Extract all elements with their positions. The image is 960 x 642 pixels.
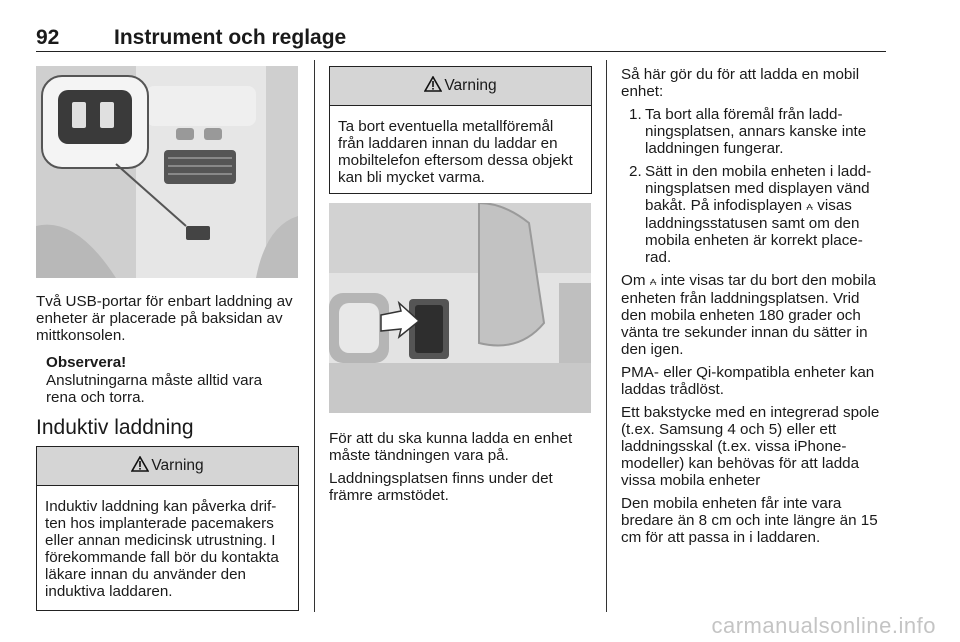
charging-pad-photo [329, 203, 591, 413]
warning-text: Ta bort eventuella metallföremål från laddaren innan du laddar en mobiltelefon eftersom dessa objekt kan bli mycket varma. [338, 118, 573, 186]
ignition-paragraph: För att du ska kunna ladda en enhet måste tändningen vara på. [329, 430, 573, 464]
page-number: 92 [36, 26, 60, 49]
page-title: Instrument och reglage [114, 26, 347, 49]
column-divider-2 [606, 60, 607, 612]
pma-paragraph: PMA- eller Qi-kompatibla enheter kan laddas trådlöst. [621, 364, 875, 398]
om-paragraph: Om ⩜ inte visas tar du bort den mobila enheten från laddningsplatsen. Vrid den mobila enheten 180 grader och vänta tre sekunder innan du sätter in den igen. [621, 272, 876, 358]
instructions-column [621, 66, 887, 552]
steps-list [621, 106, 887, 266]
warning-box-pacemaker [36, 446, 299, 611]
charging-status-icon: ⩜ [649, 274, 657, 288]
warning-triangle-icon [424, 76, 442, 97]
warning-text: Induktiv laddning kan påverka drif-ten hos implanterade pacemakers eller annan medicinsk utrustning. I förekommande fall bör du kontakta läkare innan du använder den induktiva laddaren. [45, 498, 279, 600]
warning-triangle-icon [131, 456, 149, 477]
cover-paragraph: Ett bakstycke med en integrerad spole (t.ex. Samsung 4 och 5) eller ett laddningsskal (t.ex. vissa iPhone-modeller) kan behövas för att ladda vissa mobila enheter [621, 404, 880, 489]
size-paragraph: Den mobila enheten får inte vara bredare än 8 cm och inte längre än 15 cm för att passa in i laddaren. [621, 495, 878, 546]
warning-title: Varning [151, 457, 204, 474]
usb-caption: Två USB-portar för enbart laddning av enheter är placerade på baksidan av mittkonsolen. [36, 293, 293, 344]
location-paragraph: Laddningsplatsen finns under det främre armstödet. [329, 470, 553, 504]
watermark: carmanualsonline.info [711, 613, 936, 638]
usb-ports-photo [36, 66, 298, 278]
column-divider-1 [314, 60, 315, 612]
section-heading: Induktiv laddning [36, 416, 194, 439]
note-title: Observera! [46, 354, 127, 371]
warning-header [37, 447, 298, 486]
warning-header [330, 67, 591, 106]
list-item: 1. Ta bort alla föremål från ladd-ningsplatsen, annars kanske inte laddningen fungerar. [629, 106, 867, 157]
ignition-text [329, 430, 595, 510]
page-header [36, 26, 886, 50]
header-rule [36, 51, 886, 52]
charging-status-icon: ⩜ [806, 199, 814, 213]
note-text: Anslutningarna måste alltid vara rena och torra. [46, 372, 263, 406]
list-item: 2. Sätt in den mobila enheten i ladd-ningsplatsen med displayen vänd bakåt. På infodisplayen ⩜ visas laddningsstatusen samt om den mobila enheten är korrekt place-rad. [629, 163, 872, 266]
intro-paragraph: Så här gör du för att ladda en mobil enhet: [621, 66, 860, 100]
warning-title: Varning [444, 77, 497, 94]
warning-box-metal [329, 66, 592, 194]
